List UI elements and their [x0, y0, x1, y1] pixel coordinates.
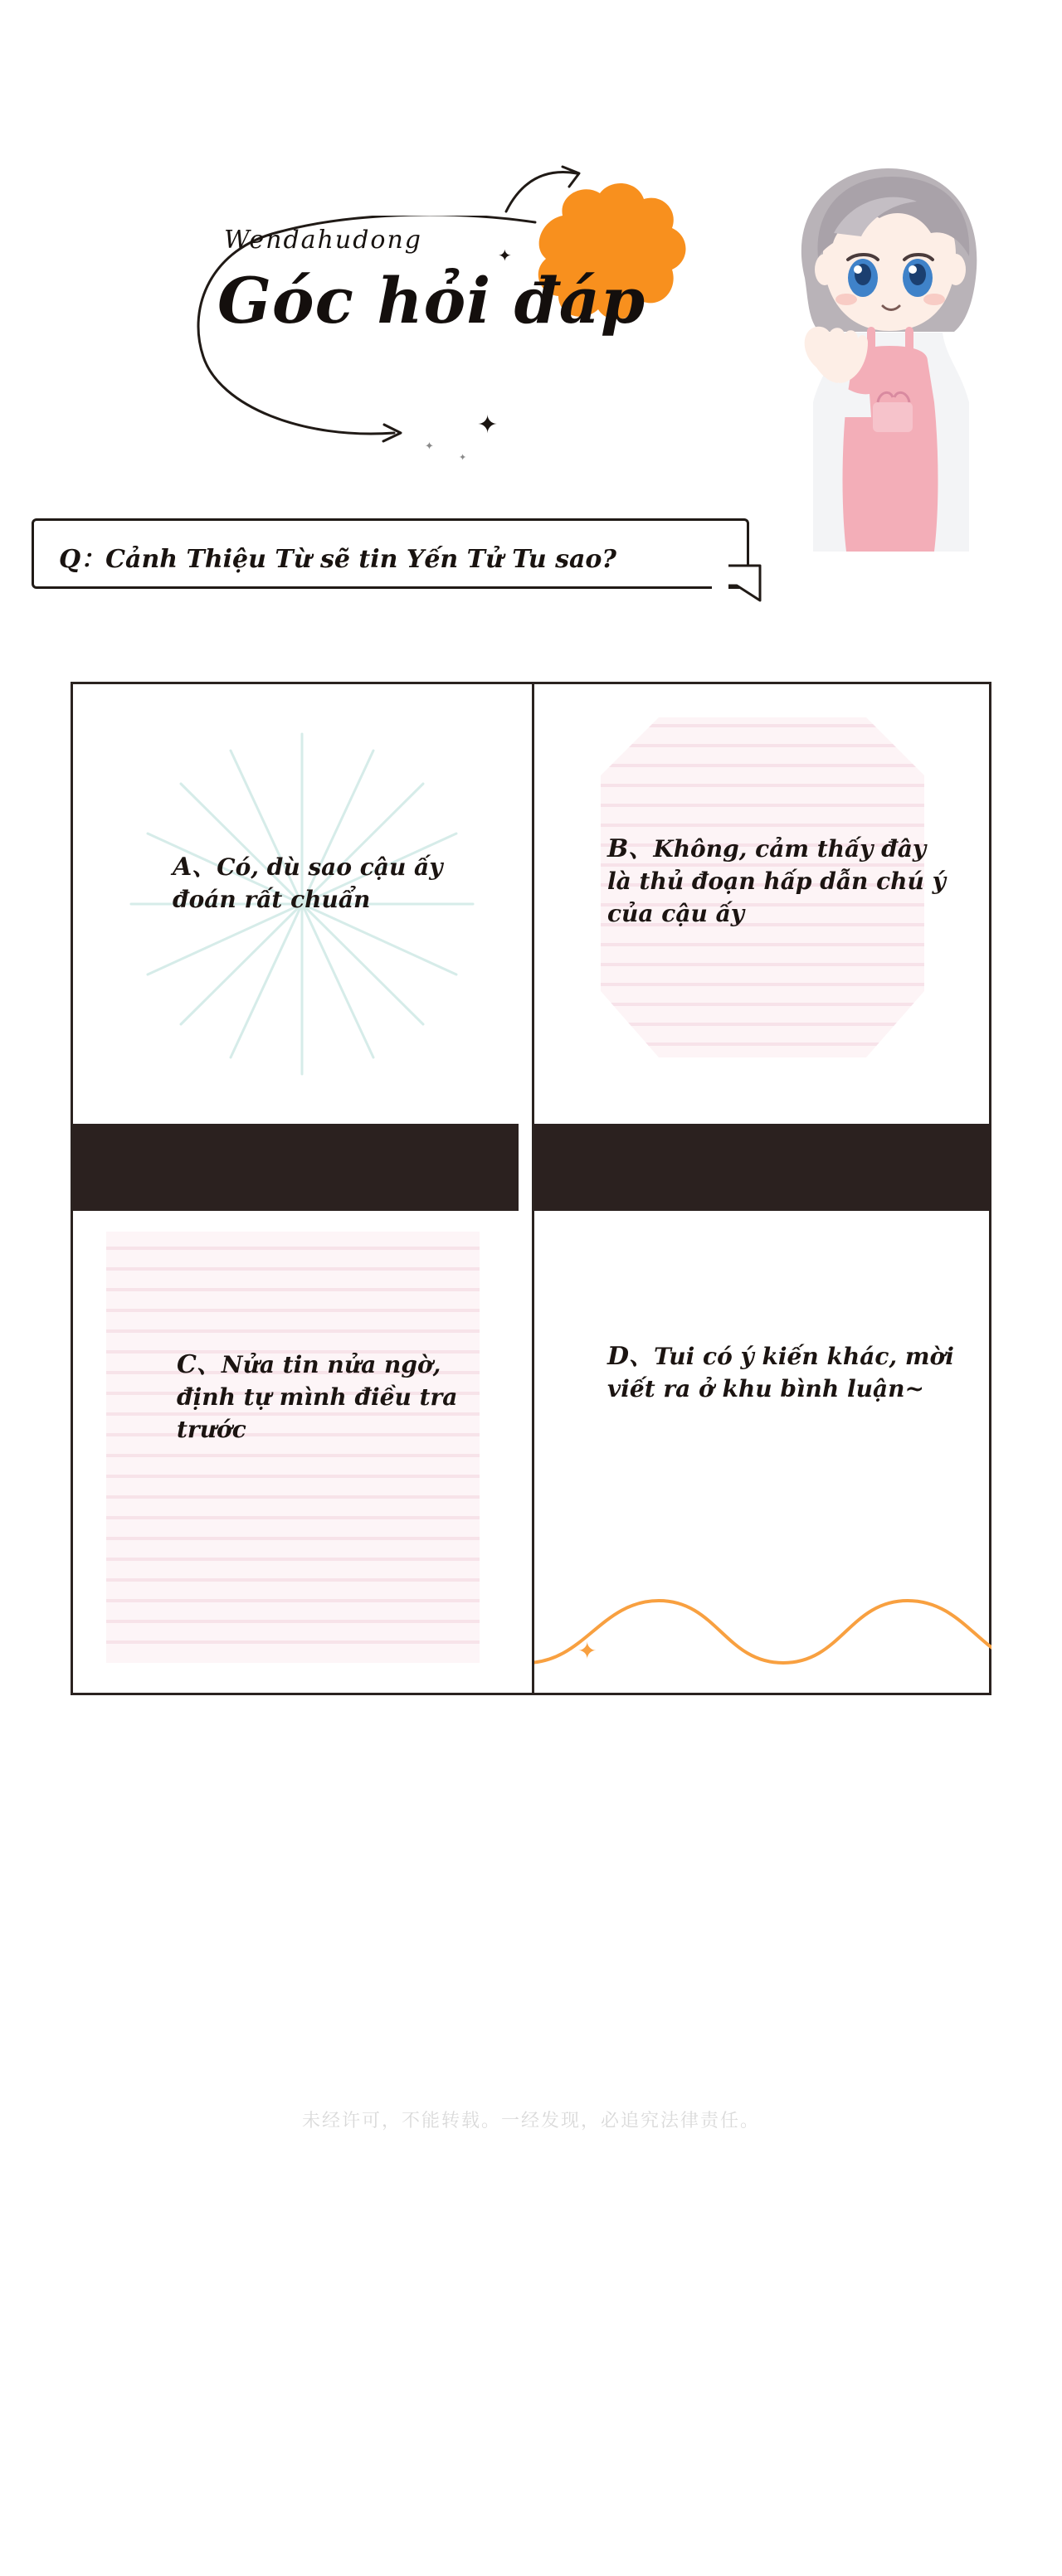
answer-b-label: B、 [607, 834, 654, 863]
svg-text:✦: ✦ [577, 1637, 597, 1665]
sparkle-icon: ✦ [425, 440, 434, 452]
sparkle-icon: ✦ [477, 411, 499, 439]
pink-stripe-panel-decoration [73, 1211, 532, 1693]
arrow-up-icon [498, 162, 597, 228]
sparkle-icon: ✦ [459, 453, 467, 463]
answer-b-text [607, 832, 956, 931]
question-prefix: Q： [59, 545, 106, 574]
answer-a-text [173, 850, 488, 916]
answer-a-label: A、 [173, 853, 217, 882]
answer-c-text [177, 1348, 492, 1446]
answer-d-text [607, 1339, 964, 1406]
orange-wave-decoration [534, 1211, 991, 1693]
answer-b-body: Không, cảm thấy đây là thủ đoạn hấp dẫn chú ý của cậu ấy [607, 835, 946, 928]
grid-dark-bar-left [73, 1124, 519, 1211]
answer-c-body: Nửa tin nửa ngờ, định tự mình điều tra trước [177, 1351, 458, 1444]
speech-tail-icon [712, 564, 778, 614]
sparkle-icon: ✦ [498, 247, 512, 265]
answer-cell-c[interactable] [73, 1211, 532, 1693]
question-body: Cảnh Thiệu Từ sẽ tin Yến Tử Tu sao? [105, 545, 616, 574]
character-illustration [747, 153, 1012, 552]
question-text [59, 538, 616, 575]
answer-cell-a[interactable] [73, 684, 532, 1124]
answer-a-body: Có, dù sao cậu ấy đoán rất chuẩn [173, 853, 443, 914]
title-script: Wendahudong [224, 226, 422, 255]
answer-d-body: Tui có ý kiến khác, mời viết ra ở khu bình luận~ [607, 1343, 954, 1403]
answer-grid [71, 682, 991, 1695]
question-bar [32, 518, 749, 589]
copyright-watermark: 未经许可，不能转载。一经发现，必追究法律责任。 [301, 2111, 760, 2131]
answer-cell-b[interactable] [534, 684, 991, 1124]
answer-c-label: C、 [177, 1350, 222, 1379]
answer-cell-d[interactable] [534, 1211, 991, 1693]
page-title: Góc hỏi đáp [217, 264, 646, 338]
grid-dark-bar-right [534, 1124, 991, 1211]
answer-d-label: D、 [607, 1342, 655, 1371]
